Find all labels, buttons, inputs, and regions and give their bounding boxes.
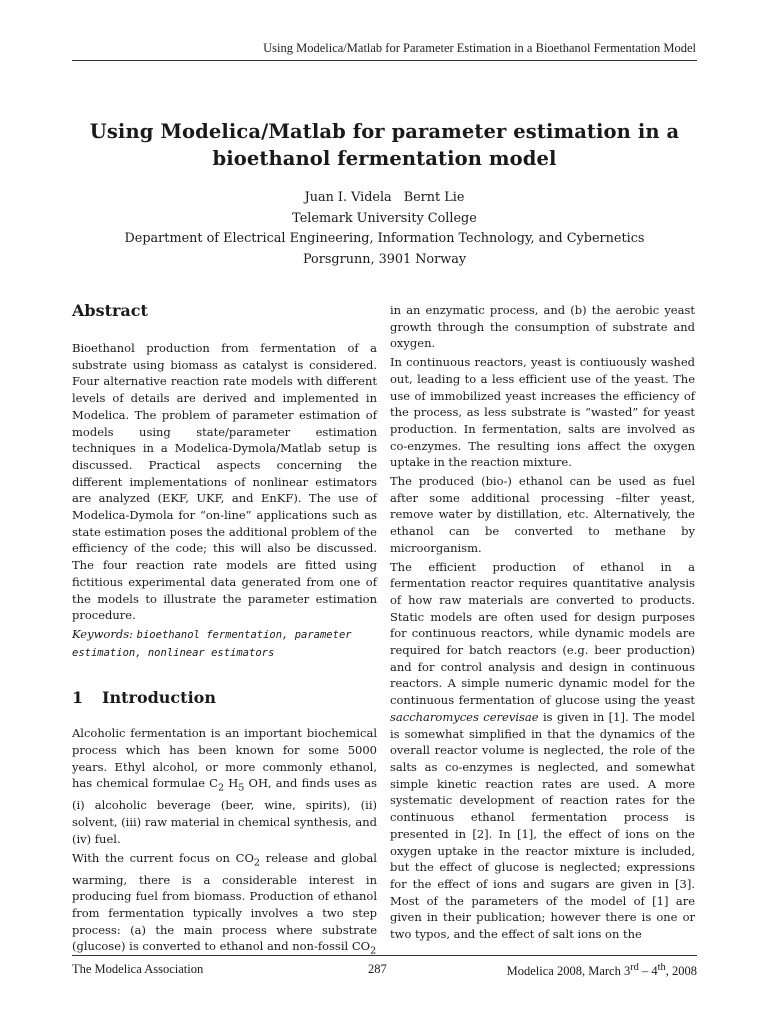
title-line-2: bioethanol fermentation model bbox=[212, 147, 557, 170]
footer-organization: The Modelica Association bbox=[72, 962, 204, 976]
species-name: saccharomyces cerevisae bbox=[390, 709, 539, 724]
institution: Telemark University College bbox=[292, 210, 477, 226]
intro-paragraph-2-continued: in an enzymatic process, and (b) the aerobic yeast growth through the consumption of substrate and oxygen. bbox=[390, 303, 695, 351]
intro-paragraph-3: In continuous reactors, yeast is contiuously washed out, leading to a less efficient use of the yeast. The use of immobilized yeast increases the efficiency of the process, as less substrate is “wasted” for yeast production. In fermentation, salts are involved as co-enzymes. The resulting ions affect the oxygen uptake in the reaction mixture. bbox=[390, 355, 695, 470]
intro-paragraph-5: The efficient production of ethanol in a fermentation reactor requires quantitative analysis of how raw materials are converted to products. Static models are often used for design purposes for continuous reactors, while dynamic models are required for batch reactors (e.g. beer production) and for control analysis and design in continuous reactors. A simple numeric dynamic model for the continuous fermentation of glucose using the yeast saccharomyces cerevisae is given in [1]. The model is somewhat simplified in that the dynamics of the overall reactor volume is neglected, the role of the salts as co-enzymes is neglected, and somewhat simple kinetic reaction rates are used. A more systematic development of reaction rates for the continuous ethanol fermentation process is presented in [2]. In [1], the effect of ions on the oxygen uptake in the reactor mixture is included, but the effect of glucose is neglected; expressions for the effect of ions and sugars are given in [3]. Most of the parameters of the model of [1] are given in their publication; however there is one or two typos, and the effect of salt ions on the bbox=[390, 559, 695, 942]
keywords bbox=[72, 626, 377, 661]
author-2: Bernt Lie bbox=[403, 190, 465, 205]
abstract-heading: Abstract bbox=[72, 301, 148, 320]
right-column bbox=[390, 302, 695, 945]
abstract-body: Bioethanol production from fermentation of a substrate using biomass as catalyst is considered. Four alternative reaction rate models with different levels of details are derived and implemented in Modelica. The problem of parameter estimation of models using state/parameter estimation techniques in a Modelica-Dymola/Matlab setup is discussed. Practical aspects concerning the different implementations of nonlinear estimators are analyzed (EKF, UKF, and EnKF). The use of Modelica-Dymola for “on-line” applications such as state estimation poses the additional problem of the efficiency of the code; this will also be discussed. The four reaction rate models are fitted using fictitious experimental data generated from one of the models to illustrate the parameter estimation procedure. bbox=[72, 341, 377, 623]
header-rule bbox=[72, 60, 697, 61]
keywords-text: bioethanol fermentation, parameter estimation, nonlinear estimators bbox=[72, 628, 352, 659]
page-number: 287 bbox=[368, 962, 387, 976]
intro-paragraph-2: With the current focus on $CO_2$ release and global warming, there is a considerable interest in producing fuel from biomass. Production of ethanol from fermentation typically involves a two step process: (a) the main process where substrate (glucose) is converted to ethanol and non-fossil $CO_2$ bbox=[72, 850, 377, 957]
title-block bbox=[72, 118, 697, 270]
running-header: Using Modelica/Matlab for Parameter Estimation in a Bioethanol Fermentation Model bbox=[263, 41, 696, 55]
title-line-1: Using Modelica/Matlab for parameter estimation in a bbox=[89, 120, 680, 143]
department: Department of Electrical Engineering, Information Technology, and Cybernetics bbox=[124, 231, 645, 246]
authors-line bbox=[72, 188, 697, 209]
intro-paragraph-4: The produced (bio-) ethanol can be used as fuel after some additional processing –filter yeast, remove water by distillation, etc. Alternatively, the ethanol can be converted to methane by microorganism. bbox=[390, 474, 695, 555]
authors-block bbox=[72, 188, 697, 270]
address: Porsgrunn, 3901 Norway bbox=[302, 251, 467, 267]
conference-info: Modelica 2008, March 3rd – 4th, 2008 bbox=[506, 962, 697, 979]
author-1: Juan I. Videla bbox=[304, 190, 392, 205]
footer-rule bbox=[72, 955, 697, 956]
section-title-text: Introduction bbox=[102, 688, 216, 708]
keywords-label: Keywords: bbox=[72, 626, 133, 641]
introduction-heading bbox=[72, 687, 377, 709]
section-number: 1 bbox=[72, 688, 84, 708]
left-column bbox=[72, 300, 377, 962]
paper-title bbox=[72, 118, 697, 172]
intro-paragraph-1: Alcoholic fermentation is an important biochemical process which has been known for some 5000 years. Ethyl alcohol, or more commonly ethanol, has chemical formulae $C_2$ $H_5$ OH, and finds uses as (i) alcoholic beverage (beer, wine, spirits), (ii) solvent, (iii) raw material in chemical synthesis, and (iv) fuel. bbox=[72, 726, 377, 846]
